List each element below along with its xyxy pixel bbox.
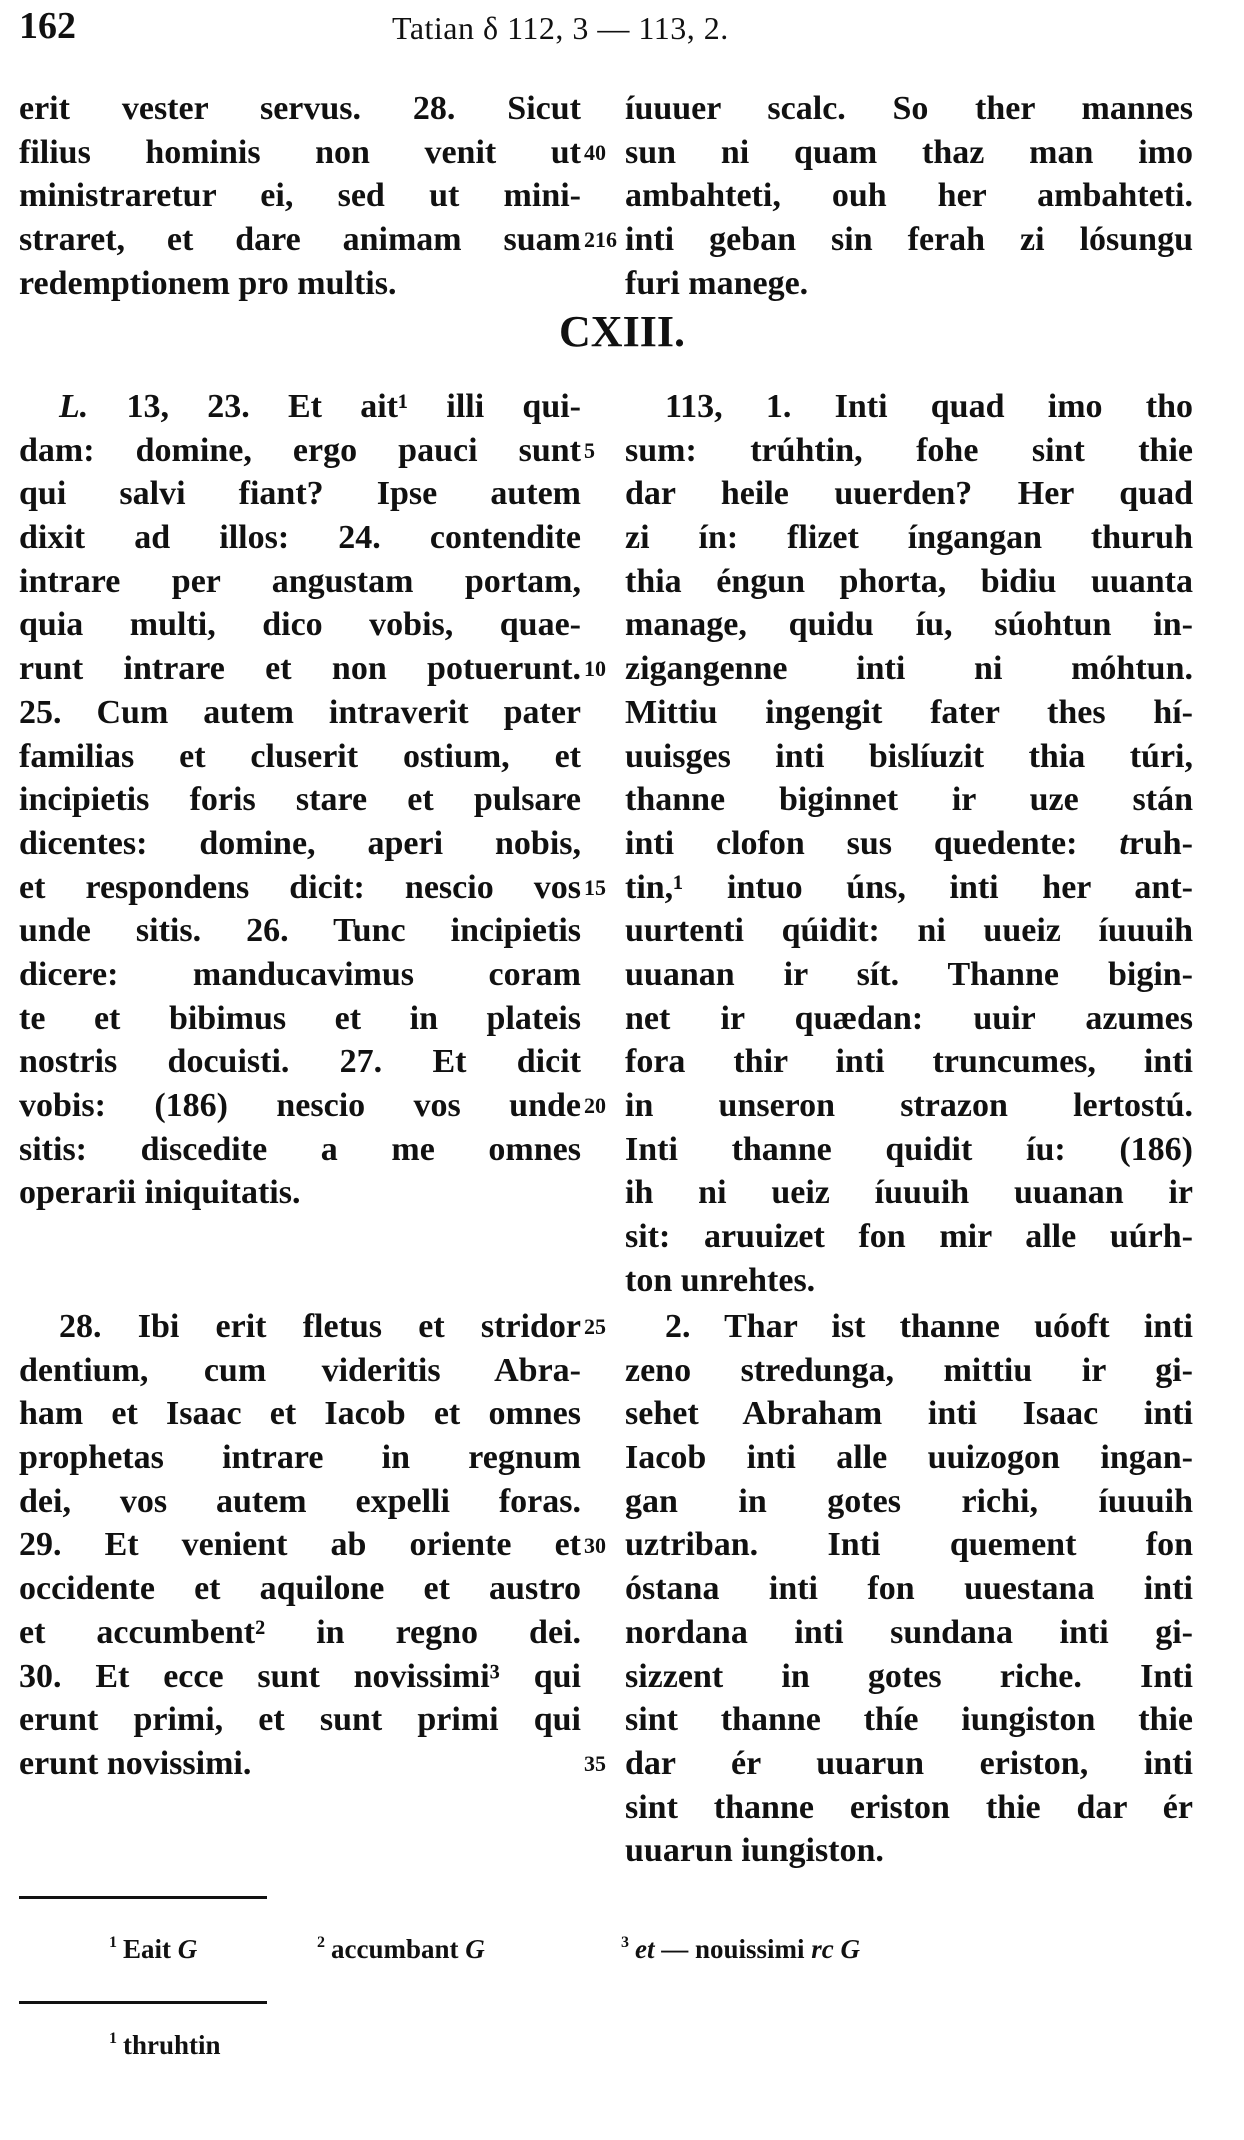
text-line: qui salvi fiant? Ipse autem bbox=[19, 475, 581, 513]
footnote-text: G bbox=[465, 1934, 485, 1964]
text-line: sint thanne eriston thie dar ér bbox=[625, 1788, 1193, 1826]
text-line: net ir quædan: uuir azumes bbox=[625, 999, 1193, 1037]
text-line: nostris docuisti. 27. Et dicit bbox=[19, 1043, 581, 1081]
text-line: 25. Cum autem intraverit pater bbox=[19, 693, 581, 731]
footnote-text: — nouissimi bbox=[654, 1934, 812, 1964]
text-line: ministraretur ei, sed ut mini- bbox=[19, 177, 581, 215]
latin-column-block-3 bbox=[19, 1305, 581, 1786]
line-number: 40 bbox=[584, 139, 606, 165]
footnote-text: accumbant bbox=[331, 1934, 466, 1964]
line-number: 10 bbox=[584, 656, 606, 682]
text-line: intrare per angustam portam, bbox=[19, 562, 581, 600]
text-line: ham et Isaac et Iacob et omnes bbox=[19, 1395, 581, 1433]
text-line: thia éngun phorta, bidiu uuanta bbox=[625, 562, 1193, 600]
text-line: zi ín: flizet íngangan thuruh bbox=[625, 519, 1193, 557]
chapter-heading: CXIII. bbox=[559, 307, 685, 356]
text-line: dar heile uuerden? Her quad bbox=[625, 475, 1193, 513]
italic-segment: t bbox=[1119, 824, 1129, 862]
footnote bbox=[109, 1934, 197, 1965]
text-line bbox=[625, 822, 1193, 866]
text-line: íuuuer scalc. So ther mannes bbox=[625, 90, 1193, 127]
text-line: unde sitis. 26. Tunc incipietis bbox=[19, 912, 581, 950]
text-line: uztriban. Inti quement fon bbox=[625, 1526, 1193, 1564]
text-line: dicentes: domine, aperi nobis, bbox=[19, 824, 581, 862]
text-line: tin,¹ intuo úns, inti her ant- bbox=[625, 868, 1193, 906]
text-line: 113, 1. Inti quad imo tho bbox=[665, 388, 1193, 425]
text-line: 30. Et ecce sunt novissimi³ qui bbox=[19, 1657, 581, 1695]
text-line: erit vester servus. 28. Sicut bbox=[19, 90, 581, 127]
text-line: sehet Abraham inti Isaac inti bbox=[625, 1395, 1193, 1433]
text-line: Mittiu ingengit fater thes hí- bbox=[625, 693, 1193, 731]
text-line: thanne biginnet ir uze stán bbox=[625, 781, 1193, 819]
text-line: erunt novissimi. bbox=[19, 1744, 252, 1782]
text-line: dicere: manducavimus coram bbox=[19, 955, 581, 993]
text-line bbox=[19, 385, 581, 429]
text-line: occidente et aquilone et austro bbox=[19, 1570, 581, 1608]
text-line: 29. Et venient ab oriente et bbox=[19, 1526, 581, 1564]
text-line: nordana inti sundana inti gi- bbox=[625, 1613, 1193, 1651]
text-line: prophetas intrare in regnum bbox=[19, 1439, 581, 1477]
text-line: ton unrehtes. bbox=[625, 1261, 816, 1299]
ohg-column-block-1 bbox=[625, 87, 1193, 305]
text-line: zeno stredunga, mittiu ir gi- bbox=[625, 1351, 1193, 1389]
text-line: filius hominis non venit ut bbox=[19, 133, 581, 171]
text-line: et accumbent² in regno dei. bbox=[19, 1613, 581, 1651]
footnote-rule-latin bbox=[19, 1896, 267, 1899]
footnote-text: Eait bbox=[123, 1934, 178, 1964]
footnote-mark: 1 bbox=[109, 1934, 117, 1951]
line-number: 25 bbox=[584, 1314, 606, 1339]
text-line: uuisges inti bislíuzit thia túri, bbox=[625, 737, 1193, 775]
text-line: zigangenne inti ni móhtun. bbox=[625, 650, 1193, 688]
line-number: 20 bbox=[584, 1093, 606, 1119]
footnote bbox=[317, 1934, 485, 1965]
text-line: 28. Ibi erit fletus et stridor bbox=[59, 1308, 581, 1345]
footnote-rule-ohg bbox=[19, 2001, 267, 2004]
text-line: te et bibimus et in plateis bbox=[19, 999, 581, 1037]
footnote-text: et bbox=[635, 1934, 655, 1964]
text-segment: ruh- bbox=[1128, 824, 1193, 862]
latin-column-block-2 bbox=[19, 385, 581, 1215]
page-number: 162 bbox=[19, 5, 76, 47]
footnote-mark: 1 bbox=[109, 2030, 117, 2047]
text-line: vobis: (186) nescio vos unde bbox=[19, 1087, 581, 1124]
ohg-column-block-3 bbox=[625, 1305, 1193, 1873]
text-line: Inti thanne quidit íu: (186) bbox=[625, 1130, 1193, 1168]
text-line: familias et cluserit ostium, et bbox=[19, 737, 581, 775]
text-line: uurtenti qúidit: ni uueiz íuuuih bbox=[625, 912, 1193, 950]
text-line: erunt primi, et sunt primi qui bbox=[19, 1701, 581, 1739]
text-line: operarii iniquitatis. bbox=[19, 1174, 301, 1212]
latin-column-block-1 bbox=[19, 87, 581, 305]
line-number: 30 bbox=[584, 1532, 606, 1558]
text-segment: inti clofon sus quedente: bbox=[625, 824, 1120, 862]
running-head: Tatian δ 112, 3 — 113, 2. bbox=[392, 10, 729, 46]
line-number: 216 bbox=[584, 227, 617, 253]
text-line: Iacob inti alle uuizogon ingan- bbox=[625, 1439, 1193, 1477]
text-line: ih ni ueiz íuuuih uuanan ir bbox=[625, 1174, 1193, 1212]
text-line: sizzent in gotes riche. Inti bbox=[625, 1657, 1193, 1695]
text-line: sit: aruuizet fon mir alle uúrh- bbox=[625, 1218, 1193, 1256]
footnote-text: G bbox=[177, 1934, 198, 1964]
text-line: dentium, cum videritis Abra- bbox=[19, 1351, 581, 1389]
text-line: óstana inti fon uuestana inti bbox=[625, 1570, 1193, 1608]
text-line: uuarun iungiston. bbox=[625, 1832, 884, 1870]
text-line: incipietis foris stare et pulsare bbox=[19, 781, 581, 819]
footnote-mark: 3 bbox=[621, 1934, 629, 1951]
text-line: manage, quidu íu, súohtun in- bbox=[625, 606, 1193, 644]
ohg-column-block-2 bbox=[625, 385, 1193, 1302]
text-line: sitis: discedite a me omnes bbox=[19, 1130, 581, 1168]
text-line: quia multi, dico vobis, quae- bbox=[19, 606, 581, 644]
text-segment: 13, 23. Et ait¹ illi qui- bbox=[88, 388, 581, 425]
footnote bbox=[621, 1934, 860, 1965]
italic-segment: L. bbox=[59, 388, 89, 425]
footnote-text: rc G bbox=[811, 1934, 861, 1964]
text-line: dam: domine, ergo pauci sunt bbox=[19, 431, 581, 469]
text-line: sum: trúhtin, fohe sint thie bbox=[625, 431, 1193, 469]
line-number: 35 bbox=[584, 1751, 606, 1776]
text-line: inti geban sin ferah zi lósungu bbox=[625, 221, 1193, 259]
text-line: 2. Thar ist thanne uóoft inti bbox=[665, 1308, 1193, 1345]
footnote-mark: 2 bbox=[317, 1934, 325, 1951]
text-line: in unseron strazon lertostú. bbox=[625, 1087, 1193, 1124]
text-line: fora thir inti truncumes, inti bbox=[625, 1043, 1193, 1081]
line-number: 5 bbox=[584, 437, 595, 463]
text-line: uuanan ir sít. Thanne bigin- bbox=[625, 955, 1193, 993]
text-line: dar ér uuarun eriston, inti bbox=[625, 1744, 1193, 1782]
text-line: dei, vos autem expelli foras. bbox=[19, 1482, 581, 1520]
text-line: gan in gotes richi, íuuuih bbox=[625, 1482, 1193, 1520]
text-line: redemptionem pro multis. bbox=[19, 264, 397, 302]
text-line: furi manege. bbox=[625, 264, 809, 302]
text-line: sint thanne thíe iungiston thie bbox=[625, 1701, 1193, 1739]
text-line: ambahteti, ouh her ambahteti. bbox=[625, 177, 1193, 215]
footnote bbox=[109, 2030, 221, 2061]
text-line: sun ni quam thaz man imo bbox=[625, 133, 1193, 171]
text-line: dixit ad illos: 24. contendite bbox=[19, 519, 581, 557]
text-line: straret, et dare animam suam bbox=[19, 221, 581, 259]
text-line: et respondens dicit: nescio vos bbox=[19, 868, 581, 906]
footnote-text: thruhtin bbox=[123, 2030, 221, 2060]
line-number: 15 bbox=[584, 874, 606, 900]
text-line: runt intrare et non potuerunt. bbox=[19, 650, 581, 688]
